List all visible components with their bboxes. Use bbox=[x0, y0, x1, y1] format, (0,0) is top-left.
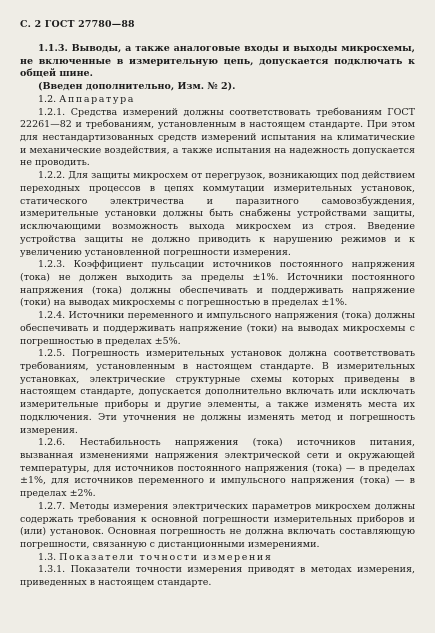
section-number: 1.3. bbox=[38, 551, 57, 563]
page-number: С. 2 bbox=[20, 19, 42, 30]
amendment-note: (Введен дополнительно, Изм. № 2). bbox=[38, 81, 236, 93]
standard-designation: ГОСТ 27780—88 bbox=[44, 19, 135, 30]
page-header bbox=[20, 19, 135, 30]
section-title: Аппаратура bbox=[59, 93, 136, 105]
section-number: 1.2. bbox=[38, 93, 57, 105]
section-heading-1-2 bbox=[20, 94, 415, 107]
paragraph-1-2-1: 1.2.1. Средства измерений должны соответствовать требованиям ГОСТ 22261—82 и требованиям, установленным в настоящем стандарте. При этом для нестандартизованных средств измерений испытания на климатические и механические воздействия, а также испытания на надежность допускается не проводить. bbox=[20, 106, 415, 169]
document-body bbox=[20, 43, 415, 590]
paragraph-1-2-7: 1.2.7. Методы измерения электрических параметров микросхем должны содержать требования к основной погрешности измерительных приборов и (или) установок. Основная погрешность не должна включать составляющую погрешности, связанную с дистанционными измерениями. bbox=[20, 500, 415, 551]
paragraph-1-2-4: 1.2.4. Источники переменного и импульсного напряжения (тока) должны обеспечивать и поддерживать напряжение (токи) на выводах микросхемы с погрешностью в пределах ±5%. bbox=[20, 310, 415, 347]
paragraph-1-2-5: 1.2.5. Погрешность измерительных установок должна соответствовать требованиям, установленным в настоящем стандарте. В измерительных установках, электрические структурные схемы которых приведены в настоящем стандарте, допускается дополнительно включать или исключать измерительные приборы и другие элементы, а также изменять места их подключения. Эти уточнения не должны изменять метод и погрешность измерения. bbox=[20, 348, 415, 436]
paragraph-1-1-3: 1.1.3. Выводы, а также аналоговые входы и выходы микросхемы, не включенные в измерительную цепь, допускается подключать к общей шине. bbox=[20, 43, 415, 80]
section-heading-1-3 bbox=[20, 552, 415, 565]
section-title: Показатели точности измерения bbox=[59, 551, 273, 563]
paragraph-1-2-2: 1.2.2. Для защиты микросхем от перегрузок, возникающих под действием переходных процессов в цепях коммутации измерительных установок, статического электричества и паразитного самовозбуждения, измерительные установки должны быть снабжены устройствами защиты, исключающими возможность выхода микросхем из строя. Введение устройства защиты не должно приводить к нарушению режимов и к увеличению установленной погрешности измерения. bbox=[20, 170, 415, 258]
paragraph-1-2-6: 1.2.6. Нестабильность напряжения (тока) источников питания, вызванная изменениями напряжения электрической сети и окружающей температуры, для источников постоянного напряжения (тока) — в пределах ±1%, для источников переменного и импульсного напряжения (тока) — в пределах ±2%. bbox=[20, 437, 415, 500]
paragraph-1-2-3: 1.2.3. Коэффициент пульсации источников постоянного напряжения (тока) не должен выходить за пределы ±1%. Источники постоянного напряжения (тока) должны обеспечивать и поддерживать напряжение (токи) на выводах микросхемы с погрешностью в пределах ±1%. bbox=[20, 259, 415, 309]
paragraph-1-3-1: 1.3.1. Показатели точности измерения приводят в методах измерения, приведенных в настоящем стандарте. bbox=[20, 564, 415, 589]
